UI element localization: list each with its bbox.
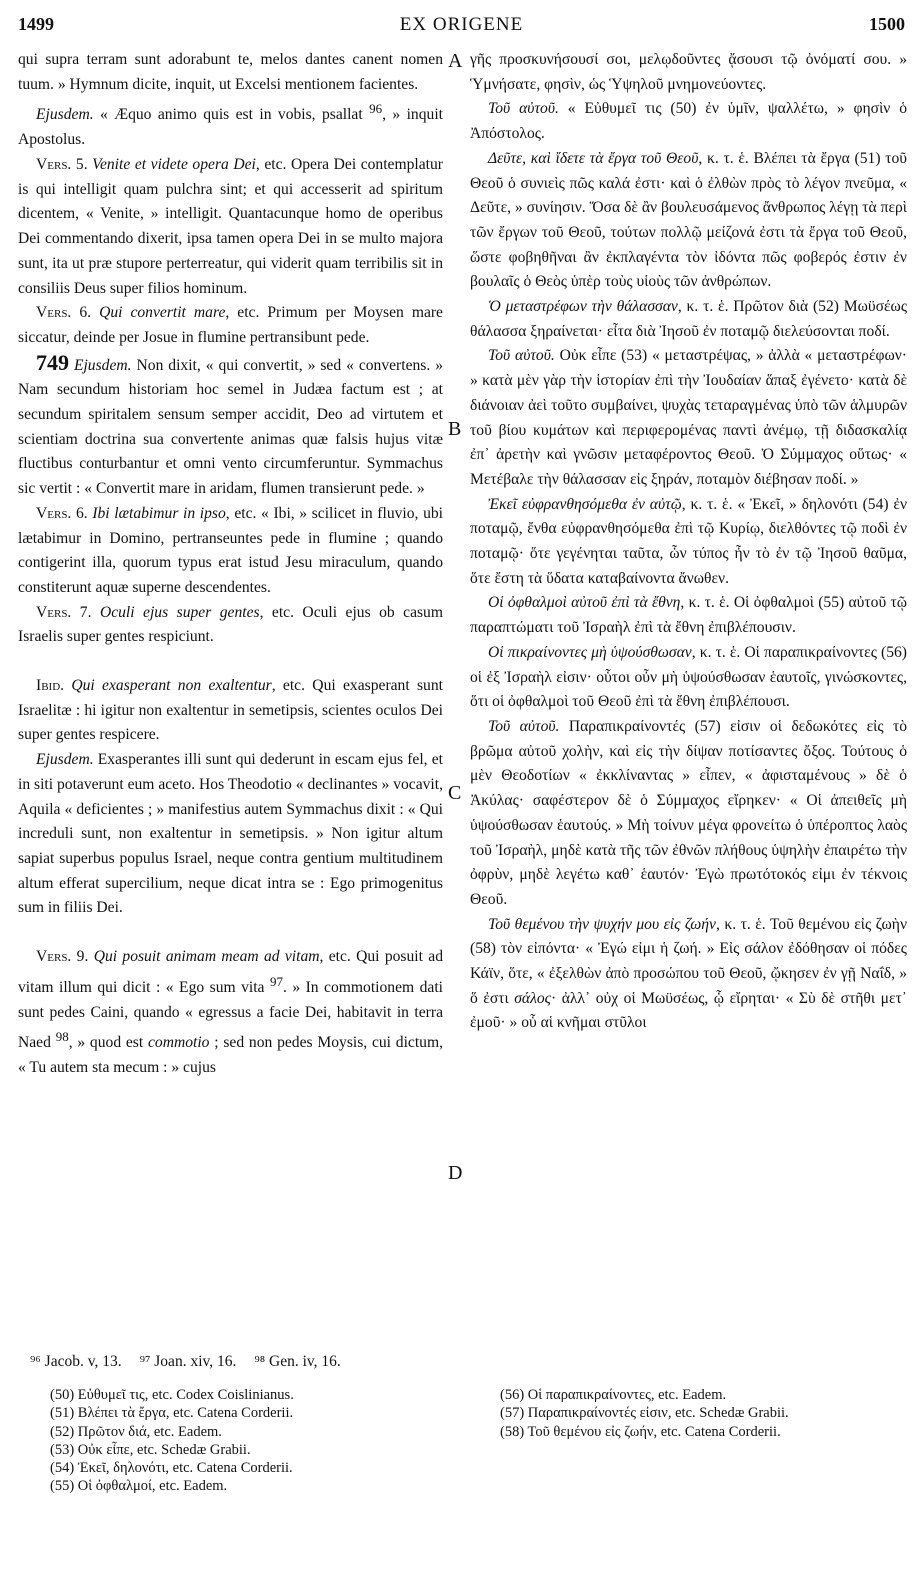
greek-paragraph: Ὁ μεταστρέφων τὴν θάλασσαν, κ. τ. ἑ. Πρῶτον διὰ (52) Μωϋσέως θάλασσα ξηραίνεται· εἶτα διὰ Ἰησοῦ ἐν ποταμῷ διελεύσονται ποδί.: [470, 298, 907, 340]
scripture-references: [30, 1353, 450, 1371]
latin-paragraph: Vers. 9. Qui posuit animam meam ad vitam, etc. Qui posuit ad vitam illum qui dicit : « Ego sum vita $^{97}$. » In commotionem dati sunt pedes Caini, quando « egressus a facie Dei, habitavit in terra Naed $^{98}$, » quod est commotio ; sed non pedes Moysis, cui dictum, « Tu autem sta mecum : » cujus: [18, 948, 443, 1077]
footnote: (50) Εὐθυμεῖ τις, etc. Codex Coislinianus.: [50, 1387, 294, 1403]
latin-paragraph: qui supra terram sunt adorabunt te, melos dantes canent nomen tuum. » Hymnum dicite, inquit, ut Excelsi mentionem facientes.: [18, 51, 443, 93]
footnote: (56) Οἱ παραπικραίνοντες, etc. Eadem.: [500, 1387, 727, 1403]
margin-marker-b: B: [448, 418, 462, 440]
running-title: EX ORIGENE: [399, 14, 524, 35]
footnote: (51) Βλέπει τὰ ἔργα, etc. Catena Corderii.: [50, 1405, 294, 1422]
greek-paragraph: Ἐκεῖ εὐφρανθησόμεθα ἐν αὐτῷ, κ. τ. ἑ. « Ἐκεῖ, » δηλονότι (54) ἐν ποταμῷ, ἔνθα εὐφρανθησόμεθα ἐπὶ τῷ Κυρίῳ, διελθόντες τῷ ποδὶ ἐν ποταμῷ· ὅτε γεγένηται ταῦτα, ὧν τύπος ἦν τὸ ἐν τῷ Ἰησοῦ θαῦμα, ὅτε ἔστη τὰ ὕδατα καταβαίνοντα ἄνωθεν.: [470, 495, 907, 587]
latin-paragraph: Ejusdem. Exasperantes illi sunt qui dederunt in escam ejus fel, et in siti potaverunt eum aceto. Hos Theodotio « declinantes » vocavit, Aquila « deficientes ; » manifestius autem Symmachus dixit : « Qui increduli sunt, non exaltentur in semetipsis. » Non igitur altum sapiat superbus populus Israel, neque contra gentium multitudinem altum efferat supercilium, neque dicat intra se : Ego primogenitus sum in filiis Dei.: [18, 751, 443, 917]
scripture-ref: ⁹⁶ Jacob. v, 13.: [30, 1353, 122, 1370]
latin-paragraph: Vers. 5. Venite et videte opera Dei, etc. Opera Dei contemplatur is qui intelligit quam pulchra sint; et qui accesserit ad spiritum dicentem, « Venite, » intelligit. Quantacunque homo de operibus Dei commentando dixerit, ipsa tamen opera Dei in se multo majora sunt, ita ut præ stupore perterreatur, qui viderit quam terribilis sit in consiliis Deus super filios hominum.: [18, 156, 443, 297]
margin-marker-c: C: [448, 782, 462, 804]
latin-paragraph: Vers. 6. Qui convertit mare, etc. Primum per Moysen mare siccatur, deinde per Josue in flumine pertransibunt pede.: [18, 304, 443, 346]
latin-paragraph: 749 Ejusdem. Non dixit, « qui convertit, » sed « convertens. » Nam secundum historiam hoc semel in Judæa factum est ; at secundum spiritalem sensum semper accidit, Deo ad virtutem et scientiam doctrina sua convertente animas quæ falsis hujus vitæ fluctibus conturbantur et omni vento circumferuntur. Symmachus sic vertit : « Convertit mare in aridam, flumen transierunt pede. »: [18, 349, 443, 498]
greek-paragraph: Τοῦ αὐτοῦ. « Εὐθυμεῖ τις (50) ἐν ὑμῖν, ψαλλέτω, » φησὶν ὁ Ἀπόστολος.: [470, 100, 907, 143]
right-page-number: 1500: [869, 14, 905, 34]
footnote: (52) Πρῶτον διά, etc. Eadem.: [50, 1423, 222, 1440]
footnote: (55) Οἱ ὀφθαλμοί, etc. Eadem.: [50, 1478, 228, 1495]
greek-paragraph: Τοῦ θεμένου τὴν ψυχήν μου εἰς ζωήν, κ. τ. ἑ. Τοῦ θεμένου εἰς ζωὴν (58) τὸν εἰπόντα· « Ἐγώ εἰμι ἡ ζωή. » Εἰς σάλον ἐδόθησαν οἱ πόδες Κάϊν, ὅτε, « ἐξελθὼν ἀπὸ προσώπου τοῦ Θεοῦ, ᾤκησεν ἐν γῇ Ναΐδ, » ὅ ἐστι σάλος· ἀλλ᾽ οὐχ οἱ Μωϋσέως, ᾧ εἴρηται· « Σὺ δὲ στῆθι μετ᾽ ἐμοῦ· » οὗ αἱ κνῆμαι στῦλοι: [470, 915, 907, 1032]
greek-paragraph: Οἱ πικραίνοντες μὴ ὑψούσθωσαν, κ. τ. ἑ. Οἱ παραπικραίνοντες (56) οἱ ἐξ Ἰσραὴλ εἰσιν· οὗτοι οὖν μὴ ὑψούσθωσαν ἑαυτοῖς, γινώσκοντες, ὅτι οἱ ὀφθαλμοὶ τοῦ Θεοῦ ἐπὶ τὰ ἔθνη ἐπιβλέπουσι.: [470, 643, 907, 711]
footnotes-right: [500, 1386, 905, 1441]
latin-paragraph: Vers. 6. Ibi lætabimur in ipso, etc. « Ibi, » scilicet in fluvio, ubi lætabimur in Domino, pertranseuntes pede in flumine ; quando contigerint illa, quorum typus erat istud Jesu miraculum, quando constiterunt aquæ superne descendentes.: [18, 504, 443, 596]
latin-paragraph: Ejusdem. « Æquo animo quis est in vobis, psallat $^{96}$, » inquit Apostolus.: [18, 101, 443, 149]
greek-paragraph: Δεῦτε, καὶ ἴδετε τὰ ἔργα τοῦ Θεοῦ, κ. τ. ἑ. Βλέπει τὰ ἔργα (51) τοῦ Θεοῦ ὁ συνιεὶς πῶς καλά ἐστι· καὶ ὁ ἐλθὼν πρὸς τὸ λέγον πνεῦμα, « Δεῦτε, » συνίησιν. Ὅσα δὲ ἂν βουλευσάμενος ἄνθρωπος λέγῃ τὰ περὶ τῶν ἔργων τοῦ Θεοῦ, τούτων πολλῷ μείζονά ἐστι τὰ ἔργα τοῦ Θεοῦ, ὥστε φοβηθῆναι ἂν ἐκπλαγέντα τὸν ἰδόντα πῶς φοβερός ἐστιν ἐν βουλαῖς ὁ Θεὸς ὑπὲρ τοὺς υἱοὺς τῶν ἀνθρώπων.: [470, 149, 908, 291]
running-header: [18, 8, 905, 38]
footnote: (58) Τοῦ θεμένου εἰς ζωήν, etc. Catena Corderii.: [500, 1423, 781, 1440]
footnotes-left: [50, 1386, 450, 1496]
latin-paragraph: Vers. 7. Oculi ejus super gentes, etc. Oculi ejus ob casum Israelis super gentes respiciunt.: [18, 603, 443, 646]
greek-paragraph: Οἱ ὀφθαλμοὶ αὐτοῦ ἐπὶ τὰ ἔθνη, κ. τ. ἑ. Οἱ ὀφθαλμοὶ (55) αὐτοῦ τῷ παραπτώματι τοῦ Ἰσραὴλ ἐπὶ τὰ ἔθνη ἐπιβλέπουσιν.: [470, 594, 907, 637]
greek-paragraph: Τοῦ αὐτοῦ. Παραπικραίνοντές (57) εἰσιν οἱ δεδωκότες εἰς τὸ βρῶμα αὐτοῦ χολὴν, καὶ εἰς τὴν δίψαν ποτίσαντες ὄξος. Τούτους ὁ μὲν Θεοδοτίων « ἐκκλίναντας » εἶπεν, « ἀφισταμένους » δὲ ὁ Ἀκύλας· σαφέστερον δὲ ὁ Σύμμαχος εἴρηκεν· « Οἱ ἀπειθεῖς μὴ ὑψούσθωσαν ἑαυτούς. » Μὴ τοίνυν μέγα φρονείτω ὁ ὑπέροπτος λαὸς τοῦ Ἰσραὴλ, μηδὲ κατὰ τῆς τῶν ἐθνῶν πλήθους ὑψηλὴν ἐπαιρέτω τὴν ὀφρὺν, μηδὲ λεγέτω καθ᾽ ἑαυτόν· Ἐγὼ πρωτότοκός εἰμι ἐν τέκνοις Θεοῦ.: [470, 717, 908, 908]
scripture-ref: ⁹⁸ Gen. iv, 16.: [254, 1353, 341, 1370]
greek-paragraph: γῆς προσκυνήσουσί σοι, μελῳδοῦντες ᾄσουσι τῷ ὀνόματί σου. » Ὑμνήσατε, φησὶν, ὡς Ὑψηλοῦ μνημονεύοντες.: [470, 51, 907, 93]
left-page-number: 1499: [18, 14, 54, 34]
footnote: (54) Ἐκεῖ, δηλονότι, etc. Catena Corderii.: [50, 1460, 293, 1477]
latin-column: [18, 48, 443, 1081]
scripture-ref: ⁹⁷ Joan. xiv, 16.: [139, 1353, 237, 1370]
footnote: (57) Παραπικραίνοντές εἰσιν, etc. Schedæ Grabii.: [500, 1405, 789, 1422]
greek-column: [470, 48, 907, 1036]
latin-paragraph: Ibid. Qui exasperant non exaltentur, etc. Qui exasperant sunt Israelitæ : hi igitur non exaltentur in semetipsis, scientes oculos Dei super gentes respicere.: [18, 677, 443, 744]
margin-marker-a: A: [448, 50, 463, 72]
footnote: (53) Οὐκ εἶπε, etc. Schedæ Grabii.: [50, 1441, 251, 1458]
greek-paragraph: Τοῦ αὐτοῦ. Οὐκ εἶπε (53) « μεταστρέψας, » ἀλλὰ « μεταστρέφων· » κατὰ μὲν γὰρ τὴν ἱστορίαν ἐπὶ τὴν Ἰουδαίαν ἅπαξ ἐγένετο· κατὰ δὲ διάνοιαν ἀεὶ τοῦτο συμβαίνει, ψυχὰς τεταραγμένας ὑπὸ τῶν ἁλμυρῶν τοῦ βίου κυμάτων καὶ περιφερομένας παντὶ ἀνέμῳ, τῇ διδασκαλίᾳ ἐπ᾽ ἀρετὴν καὶ γνῶσιν μεταφέροντος Θεοῦ. Ὁ Σύμμαχος οὕτως· « Μετέβαλε τὴν θάλασσαν εἰς ξηράν, ποταμὸν διέβησαν ποδί. »: [470, 347, 907, 488]
margin-marker-d: D: [448, 1162, 463, 1184]
